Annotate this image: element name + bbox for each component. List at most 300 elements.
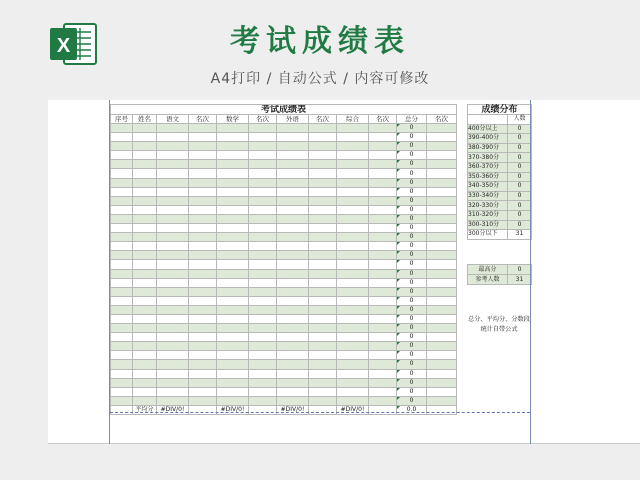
table-cell[interactable] xyxy=(337,187,369,196)
table-cell[interactable]: 0 xyxy=(397,396,427,405)
table-cell[interactable] xyxy=(369,278,397,287)
table-cell[interactable] xyxy=(217,196,249,205)
table-cell[interactable] xyxy=(157,314,189,323)
table-cell[interactable] xyxy=(309,187,337,196)
table-cell[interactable] xyxy=(111,224,133,233)
table-cell[interactable] xyxy=(369,369,397,378)
table-cell[interactable] xyxy=(111,260,133,269)
table-cell[interactable] xyxy=(133,342,157,351)
table-cell[interactable] xyxy=(337,287,369,296)
table-cell[interactable] xyxy=(217,242,249,251)
table-cell[interactable]: 0 xyxy=(397,351,427,360)
table-cell[interactable]: 0 xyxy=(397,387,427,396)
table-cell[interactable] xyxy=(337,142,369,151)
table-cell[interactable] xyxy=(277,314,309,323)
table-cell[interactable] xyxy=(111,396,133,405)
table-cell[interactable] xyxy=(189,378,217,387)
table-cell[interactable] xyxy=(249,187,277,196)
table-cell[interactable] xyxy=(249,396,277,405)
table-cell[interactable] xyxy=(369,387,397,396)
table-cell[interactable]: 0 xyxy=(397,314,427,323)
table-cell[interactable] xyxy=(309,151,337,160)
table-cell[interactable] xyxy=(427,196,457,205)
table-cell[interactable] xyxy=(217,351,249,360)
table-cell[interactable] xyxy=(337,360,369,369)
table-cell[interactable] xyxy=(157,151,189,160)
table-cell[interactable] xyxy=(427,233,457,242)
table-cell[interactable] xyxy=(369,351,397,360)
table-cell[interactable] xyxy=(189,251,217,260)
table-cell[interactable] xyxy=(427,169,457,178)
table-cell[interactable] xyxy=(133,160,157,169)
table-cell[interactable] xyxy=(133,378,157,387)
table-cell[interactable] xyxy=(133,305,157,314)
table-cell[interactable] xyxy=(189,242,217,251)
table-cell[interactable] xyxy=(369,178,397,187)
table-row[interactable] xyxy=(111,378,457,387)
table-cell[interactable] xyxy=(369,305,397,314)
table-cell[interactable]: 0 xyxy=(397,305,427,314)
table-cell[interactable] xyxy=(309,178,337,187)
table-cell[interactable] xyxy=(427,351,457,360)
table-cell[interactable] xyxy=(427,342,457,351)
table-cell[interactable] xyxy=(309,233,337,242)
table-cell[interactable] xyxy=(369,314,397,323)
table-cell[interactable] xyxy=(157,269,189,278)
table-cell[interactable] xyxy=(249,205,277,214)
table-row[interactable] xyxy=(111,242,457,251)
table-cell[interactable]: 0 xyxy=(397,178,427,187)
table-cell[interactable] xyxy=(277,342,309,351)
table-cell[interactable] xyxy=(277,133,309,142)
table-cell[interactable] xyxy=(133,296,157,305)
table-row[interactable] xyxy=(111,396,457,405)
table-cell[interactable] xyxy=(309,242,337,251)
table-row[interactable] xyxy=(111,387,457,396)
table-row[interactable] xyxy=(111,151,457,160)
table-cell[interactable] xyxy=(369,396,397,405)
table-cell[interactable]: 0 xyxy=(397,251,427,260)
table-cell[interactable] xyxy=(369,142,397,151)
table-cell[interactable] xyxy=(133,178,157,187)
table-cell[interactable] xyxy=(427,178,457,187)
table-cell[interactable] xyxy=(189,151,217,160)
table-cell[interactable] xyxy=(249,178,277,187)
table-cell[interactable] xyxy=(309,378,337,387)
table-row[interactable] xyxy=(111,205,457,214)
table-cell[interactable] xyxy=(189,133,217,142)
table-cell[interactable] xyxy=(277,142,309,151)
table-cell[interactable] xyxy=(309,396,337,405)
table-cell[interactable] xyxy=(369,342,397,351)
table-cell[interactable] xyxy=(309,142,337,151)
table-row[interactable] xyxy=(111,342,457,351)
table-cell[interactable] xyxy=(133,124,157,133)
table-cell[interactable] xyxy=(217,205,249,214)
table-cell[interactable] xyxy=(427,324,457,333)
table-cell[interactable] xyxy=(337,269,369,278)
table-cell[interactable] xyxy=(427,278,457,287)
table-cell[interactable] xyxy=(217,151,249,160)
table-cell[interactable] xyxy=(189,269,217,278)
table-cell[interactable] xyxy=(189,178,217,187)
table-cell[interactable] xyxy=(427,187,457,196)
table-cell[interactable] xyxy=(217,142,249,151)
table-cell[interactable] xyxy=(217,187,249,196)
table-cell[interactable] xyxy=(157,160,189,169)
table-cell[interactable] xyxy=(277,160,309,169)
table-cell[interactable] xyxy=(369,160,397,169)
table-cell[interactable] xyxy=(369,269,397,278)
table-cell[interactable] xyxy=(111,278,133,287)
table-cell[interactable] xyxy=(157,124,189,133)
table-cell[interactable] xyxy=(337,205,369,214)
table-cell[interactable] xyxy=(309,351,337,360)
table-cell[interactable] xyxy=(427,133,457,142)
table-cell[interactable] xyxy=(189,142,217,151)
table-cell[interactable] xyxy=(277,251,309,260)
table-cell[interactable] xyxy=(277,205,309,214)
table-cell[interactable] xyxy=(217,160,249,169)
table-cell[interactable] xyxy=(277,260,309,269)
table-cell[interactable] xyxy=(111,214,133,223)
table-cell[interactable] xyxy=(369,260,397,269)
table-cell[interactable] xyxy=(309,314,337,323)
table-cell[interactable] xyxy=(337,124,369,133)
table-cell[interactable] xyxy=(157,287,189,296)
table-cell[interactable]: 0 xyxy=(397,224,427,233)
table-cell[interactable] xyxy=(133,142,157,151)
table-cell[interactable] xyxy=(157,142,189,151)
table-cell[interactable] xyxy=(249,160,277,169)
table-cell[interactable] xyxy=(133,133,157,142)
table-cell[interactable] xyxy=(427,305,457,314)
table-cell[interactable] xyxy=(277,196,309,205)
table-cell[interactable] xyxy=(217,378,249,387)
table-cell[interactable] xyxy=(133,260,157,269)
table-row[interactable] xyxy=(111,351,457,360)
table-cell[interactable] xyxy=(157,324,189,333)
table-cell[interactable] xyxy=(277,333,309,342)
table-cell[interactable] xyxy=(111,296,133,305)
table-cell[interactable] xyxy=(309,305,337,314)
table-cell[interactable] xyxy=(369,233,397,242)
table-cell[interactable] xyxy=(427,151,457,160)
table-cell[interactable] xyxy=(111,178,133,187)
table-cell[interactable] xyxy=(157,342,189,351)
table-cell[interactable]: 0 xyxy=(397,196,427,205)
table-row[interactable] xyxy=(111,124,457,133)
table-cell[interactable] xyxy=(133,233,157,242)
table-row[interactable] xyxy=(111,260,457,269)
table-cell[interactable] xyxy=(277,269,309,278)
table-cell[interactable] xyxy=(337,396,369,405)
table-cell[interactable] xyxy=(217,324,249,333)
table-cell[interactable] xyxy=(369,151,397,160)
table-cell[interactable] xyxy=(111,333,133,342)
table-cell[interactable] xyxy=(337,296,369,305)
table-cell[interactable] xyxy=(369,214,397,223)
table-cell[interactable] xyxy=(133,196,157,205)
table-cell[interactable] xyxy=(157,296,189,305)
table-cell[interactable] xyxy=(157,351,189,360)
table-cell[interactable] xyxy=(249,233,277,242)
table-cell[interactable] xyxy=(217,169,249,178)
table-row[interactable] xyxy=(111,314,457,323)
table-cell[interactable] xyxy=(337,260,369,269)
table-cell[interactable] xyxy=(427,360,457,369)
table-cell[interactable] xyxy=(189,224,217,233)
table-cell[interactable] xyxy=(427,396,457,405)
table-cell[interactable] xyxy=(189,287,217,296)
table-cell[interactable] xyxy=(111,133,133,142)
table-cell[interactable] xyxy=(277,387,309,396)
table-row[interactable] xyxy=(111,224,457,233)
table-cell[interactable] xyxy=(189,369,217,378)
table-row[interactable] xyxy=(111,296,457,305)
table-cell[interactable] xyxy=(427,224,457,233)
table-cell[interactable] xyxy=(249,360,277,369)
table-cell[interactable] xyxy=(369,124,397,133)
table-cell[interactable] xyxy=(133,314,157,323)
table-cell[interactable] xyxy=(189,351,217,360)
table-cell[interactable] xyxy=(249,351,277,360)
table-cell[interactable] xyxy=(189,260,217,269)
table-cell[interactable] xyxy=(249,378,277,387)
table-cell[interactable] xyxy=(157,260,189,269)
table-cell[interactable] xyxy=(217,269,249,278)
table-cell[interactable] xyxy=(157,205,189,214)
table-cell[interactable] xyxy=(111,369,133,378)
table-cell[interactable] xyxy=(309,387,337,396)
table-cell[interactable] xyxy=(189,296,217,305)
table-cell[interactable] xyxy=(217,287,249,296)
table-cell[interactable] xyxy=(309,214,337,223)
table-cell[interactable] xyxy=(189,214,217,223)
table-cell[interactable] xyxy=(249,342,277,351)
table-cell[interactable] xyxy=(157,214,189,223)
table-cell[interactable] xyxy=(309,224,337,233)
table-cell[interactable] xyxy=(111,305,133,314)
table-cell[interactable] xyxy=(337,342,369,351)
table-cell[interactable] xyxy=(249,296,277,305)
table-cell[interactable] xyxy=(157,187,189,196)
table-cell[interactable] xyxy=(111,196,133,205)
table-row[interactable] xyxy=(111,287,457,296)
table-cell[interactable] xyxy=(157,387,189,396)
table-cell[interactable] xyxy=(369,224,397,233)
table-cell[interactable] xyxy=(337,278,369,287)
table-cell[interactable]: 0 xyxy=(397,287,427,296)
table-cell[interactable] xyxy=(337,387,369,396)
table-cell[interactable]: 0 xyxy=(397,214,427,223)
table-cell[interactable] xyxy=(277,278,309,287)
table-cell[interactable] xyxy=(337,169,369,178)
table-cell[interactable] xyxy=(309,205,337,214)
table-cell[interactable] xyxy=(427,269,457,278)
table-cell[interactable] xyxy=(277,124,309,133)
table-row[interactable] xyxy=(111,169,457,178)
table-cell[interactable] xyxy=(277,360,309,369)
table-cell[interactable] xyxy=(427,260,457,269)
table-cell[interactable]: 0 xyxy=(397,187,427,196)
table-cell[interactable] xyxy=(427,214,457,223)
table-row[interactable] xyxy=(111,333,457,342)
table-cell[interactable] xyxy=(249,196,277,205)
table-cell[interactable] xyxy=(309,196,337,205)
table-cell[interactable] xyxy=(309,278,337,287)
table-cell[interactable] xyxy=(189,314,217,323)
table-cell[interactable] xyxy=(277,351,309,360)
table-cell[interactable] xyxy=(337,151,369,160)
table-cell[interactable] xyxy=(337,214,369,223)
table-cell[interactable] xyxy=(111,360,133,369)
table-cell[interactable]: 0 xyxy=(397,360,427,369)
table-cell[interactable] xyxy=(369,287,397,296)
table-cell[interactable] xyxy=(337,378,369,387)
table-cell[interactable] xyxy=(133,151,157,160)
table-cell[interactable] xyxy=(217,133,249,142)
table-cell[interactable] xyxy=(249,387,277,396)
table-row[interactable] xyxy=(111,360,457,369)
table-cell[interactable] xyxy=(217,233,249,242)
table-cell[interactable] xyxy=(217,296,249,305)
table-cell[interactable] xyxy=(157,278,189,287)
table-cell[interactable] xyxy=(217,305,249,314)
table-cell[interactable]: 0 xyxy=(397,124,427,133)
table-cell[interactable] xyxy=(111,242,133,251)
table-cell[interactable] xyxy=(133,205,157,214)
table-cell[interactable]: 0 xyxy=(397,142,427,151)
table-cell[interactable]: 0 xyxy=(397,160,427,169)
table-cell[interactable] xyxy=(277,396,309,405)
table-cell[interactable] xyxy=(337,351,369,360)
table-cell[interactable] xyxy=(369,242,397,251)
table-cell[interactable]: 0 xyxy=(397,260,427,269)
table-cell[interactable] xyxy=(111,351,133,360)
table-cell[interactable] xyxy=(157,396,189,405)
table-cell[interactable] xyxy=(157,233,189,242)
table-cell[interactable] xyxy=(111,233,133,242)
table-cell[interactable] xyxy=(111,151,133,160)
table-cell[interactable] xyxy=(369,196,397,205)
table-cell[interactable] xyxy=(277,151,309,160)
table-cell[interactable] xyxy=(189,124,217,133)
table-cell[interactable] xyxy=(369,187,397,196)
table-cell[interactable] xyxy=(217,178,249,187)
table-cell[interactable] xyxy=(133,169,157,178)
table-cell[interactable] xyxy=(217,124,249,133)
table-cell[interactable] xyxy=(157,305,189,314)
table-cell[interactable] xyxy=(369,333,397,342)
table-cell[interactable] xyxy=(189,278,217,287)
table-cell[interactable] xyxy=(337,178,369,187)
table-cell[interactable] xyxy=(337,160,369,169)
table-cell[interactable] xyxy=(277,305,309,314)
table-cell[interactable] xyxy=(427,160,457,169)
table-cell[interactable] xyxy=(249,314,277,323)
table-row[interactable] xyxy=(111,133,457,142)
table-cell[interactable] xyxy=(309,369,337,378)
table-cell[interactable] xyxy=(157,169,189,178)
table-cell[interactable] xyxy=(369,169,397,178)
table-cell[interactable] xyxy=(133,387,157,396)
table-cell[interactable] xyxy=(217,278,249,287)
table-cell[interactable] xyxy=(157,369,189,378)
table-cell[interactable] xyxy=(277,224,309,233)
table-cell[interactable] xyxy=(133,214,157,223)
table-cell[interactable] xyxy=(157,378,189,387)
table-cell[interactable] xyxy=(111,160,133,169)
table-cell[interactable] xyxy=(189,396,217,405)
table-cell[interactable] xyxy=(309,269,337,278)
table-cell[interactable] xyxy=(133,369,157,378)
table-cell[interactable] xyxy=(133,351,157,360)
table-cell[interactable]: 0 xyxy=(397,242,427,251)
table-cell[interactable] xyxy=(157,242,189,251)
table-cell[interactable]: 0 xyxy=(397,324,427,333)
table-cell[interactable] xyxy=(157,133,189,142)
table-cell[interactable] xyxy=(111,324,133,333)
table-cell[interactable]: 0 xyxy=(397,278,427,287)
table-cell[interactable]: 0 xyxy=(397,205,427,214)
table-cell[interactable] xyxy=(189,305,217,314)
table-row[interactable] xyxy=(111,160,457,169)
table-row[interactable] xyxy=(111,233,457,242)
table-cell[interactable] xyxy=(133,360,157,369)
table-cell[interactable] xyxy=(189,233,217,242)
table-cell[interactable] xyxy=(309,342,337,351)
table-cell[interactable] xyxy=(189,187,217,196)
table-cell[interactable] xyxy=(133,269,157,278)
table-cell[interactable] xyxy=(189,342,217,351)
table-cell[interactable] xyxy=(309,169,337,178)
table-cell[interactable] xyxy=(157,196,189,205)
table-cell[interactable] xyxy=(217,369,249,378)
table-cell[interactable] xyxy=(369,360,397,369)
table-cell[interactable] xyxy=(189,205,217,214)
table-cell[interactable] xyxy=(337,324,369,333)
table-cell[interactable] xyxy=(427,387,457,396)
table-cell[interactable] xyxy=(309,124,337,133)
table-cell[interactable] xyxy=(249,260,277,269)
table-row[interactable] xyxy=(111,278,457,287)
table-cell[interactable]: 0 xyxy=(397,369,427,378)
table-cell[interactable] xyxy=(337,224,369,233)
table-row[interactable] xyxy=(111,142,457,151)
table-row[interactable] xyxy=(111,187,457,196)
table-cell[interactable] xyxy=(309,333,337,342)
table-cell[interactable] xyxy=(337,233,369,242)
table-cell[interactable] xyxy=(189,333,217,342)
table-cell[interactable] xyxy=(217,314,249,323)
table-cell[interactable] xyxy=(217,260,249,269)
table-cell[interactable] xyxy=(369,324,397,333)
table-cell[interactable] xyxy=(249,124,277,133)
table-cell[interactable] xyxy=(189,160,217,169)
table-cell[interactable] xyxy=(249,151,277,160)
table-cell[interactable] xyxy=(217,342,249,351)
table-cell[interactable]: 0 xyxy=(397,342,427,351)
table-cell[interactable] xyxy=(111,142,133,151)
table-cell[interactable] xyxy=(337,314,369,323)
table-cell[interactable] xyxy=(427,287,457,296)
table-row[interactable] xyxy=(111,196,457,205)
table-cell[interactable] xyxy=(427,124,457,133)
table-cell[interactable] xyxy=(369,251,397,260)
table-cell[interactable] xyxy=(369,133,397,142)
table-cell[interactable] xyxy=(309,160,337,169)
